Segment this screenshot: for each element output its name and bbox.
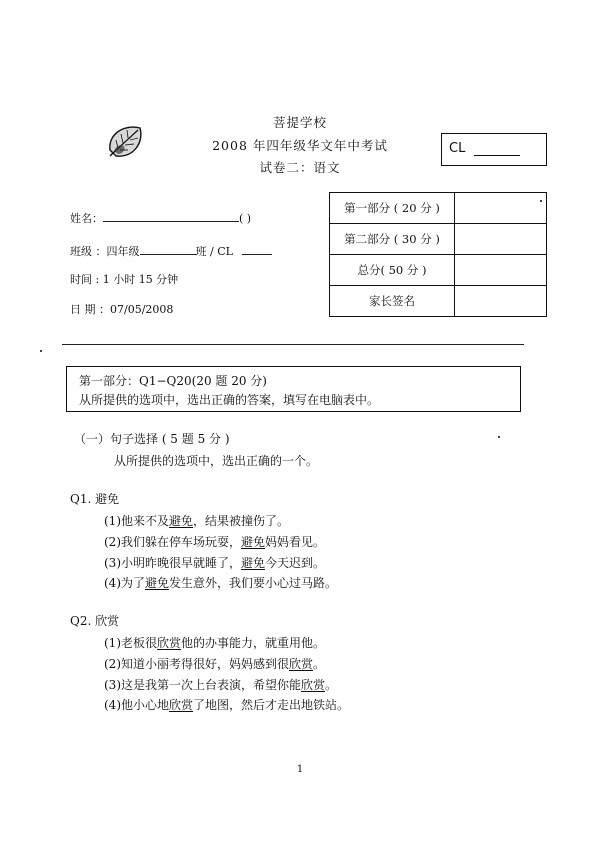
class-line: [70, 243, 272, 259]
date-text: 日 期 ：07/05/2008: [70, 303, 174, 316]
option-item[interactable]: [104, 533, 325, 550]
score-label: 第二部分 ( 30 分 ): [330, 224, 455, 255]
cl-underline[interactable]: [474, 155, 520, 156]
key-word: 欣赏: [301, 678, 326, 692]
name-line: [70, 210, 251, 226]
score-label: 总分( 50 分 ): [330, 255, 455, 286]
school-name: 菩提学校: [272, 115, 327, 130]
option-text: (4)为了: [104, 576, 145, 590]
time-text: 时间 : 1 小时 15 分钟: [70, 273, 179, 286]
option-item[interactable]: [104, 634, 325, 651]
option-text: (3)这是我第一次上台表演，希望你能: [104, 678, 301, 692]
score-table: [329, 192, 547, 317]
key-word: 欣赏: [157, 636, 182, 650]
section-box: [66, 366, 521, 412]
option-text: (3)小明昨晚很早就睡了，: [104, 556, 241, 570]
question-label: Q2. 欣赏: [70, 614, 120, 628]
class-mid: 班 / CL: [195, 245, 233, 258]
option-text: (2)知道小丽考得很好，妈妈感到很: [104, 657, 289, 671]
option-text: 发生意外，我们要小心过马路。: [169, 576, 338, 590]
exam-title: 2008 年四年级华文年中考试: [212, 138, 388, 153]
name-paren: ( ): [239, 212, 252, 225]
key-word: 欣赏: [169, 698, 194, 712]
part1-heading: （一）句子选择 ( 5 题 5 分 ): [74, 432, 230, 446]
option-text: (1)他来不及: [104, 514, 169, 528]
option-text: 。: [313, 657, 326, 671]
cl-box: [441, 133, 547, 166]
cl-label: CL: [449, 141, 466, 156]
key-word: 避免: [241, 556, 266, 570]
key-word: 避免: [145, 576, 170, 590]
cl-field[interactable]: [242, 244, 272, 255]
option-text: 妈妈看见。: [265, 535, 326, 549]
score-label: 家长签名: [330, 286, 455, 317]
class-field[interactable]: [140, 244, 196, 255]
scan-speck: [498, 436, 500, 438]
option-item[interactable]: [104, 655, 325, 672]
score-value-cell[interactable]: [455, 286, 547, 317]
option-item[interactable]: [104, 676, 337, 693]
question-label: Q1. 避免: [70, 492, 120, 506]
scan-speck: [40, 350, 42, 352]
option-text: 今天迟到。: [265, 556, 326, 570]
name-field[interactable]: [103, 211, 239, 222]
option-item[interactable]: [104, 574, 337, 591]
score-row: [330, 286, 547, 317]
score-label: 第一部分 ( 20 分 ): [330, 193, 455, 224]
scan-speck: [540, 200, 542, 202]
option-text: 。: [325, 678, 338, 692]
option-item[interactable]: [104, 512, 289, 529]
score-row: [330, 255, 547, 286]
key-word: 避免: [241, 535, 266, 549]
option-item[interactable]: [104, 696, 349, 713]
option-text: 他的办事能力，就重用他。: [181, 636, 326, 650]
score-value-cell[interactable]: [455, 255, 547, 286]
score-value-cell[interactable]: [455, 193, 547, 224]
class-label: 班级 ：四年级: [70, 245, 140, 258]
option-text: ，结果被撞伤了。: [193, 514, 290, 528]
option-text: 了地图，然后才走出地铁站。: [193, 698, 350, 712]
paper-title: 试卷二：语文: [259, 160, 341, 175]
section-title: 第一部分：Q1−Q20(20 题 20 分): [79, 374, 267, 388]
option-text: (4)他小心地: [104, 698, 169, 712]
key-word: 避免: [169, 514, 194, 528]
score-row: [330, 224, 547, 255]
name-label: 姓名：: [70, 212, 103, 225]
option-item[interactable]: [104, 554, 325, 571]
divider-line: [62, 344, 524, 345]
score-row: [330, 193, 547, 224]
section-instruction: 从所提供的选项中，选出正确的答案，填写在电脑表中。: [79, 393, 380, 407]
option-text: (1)老板很: [104, 636, 157, 650]
key-word: 欣赏: [289, 657, 314, 671]
page-number: 1: [296, 764, 304, 775]
option-text: (2)我们躲在停车场玩耍，: [104, 535, 241, 549]
score-value-cell[interactable]: [455, 224, 547, 255]
part1-instruction: 从所提供的选项中，选出正确的一个。: [114, 454, 319, 468]
